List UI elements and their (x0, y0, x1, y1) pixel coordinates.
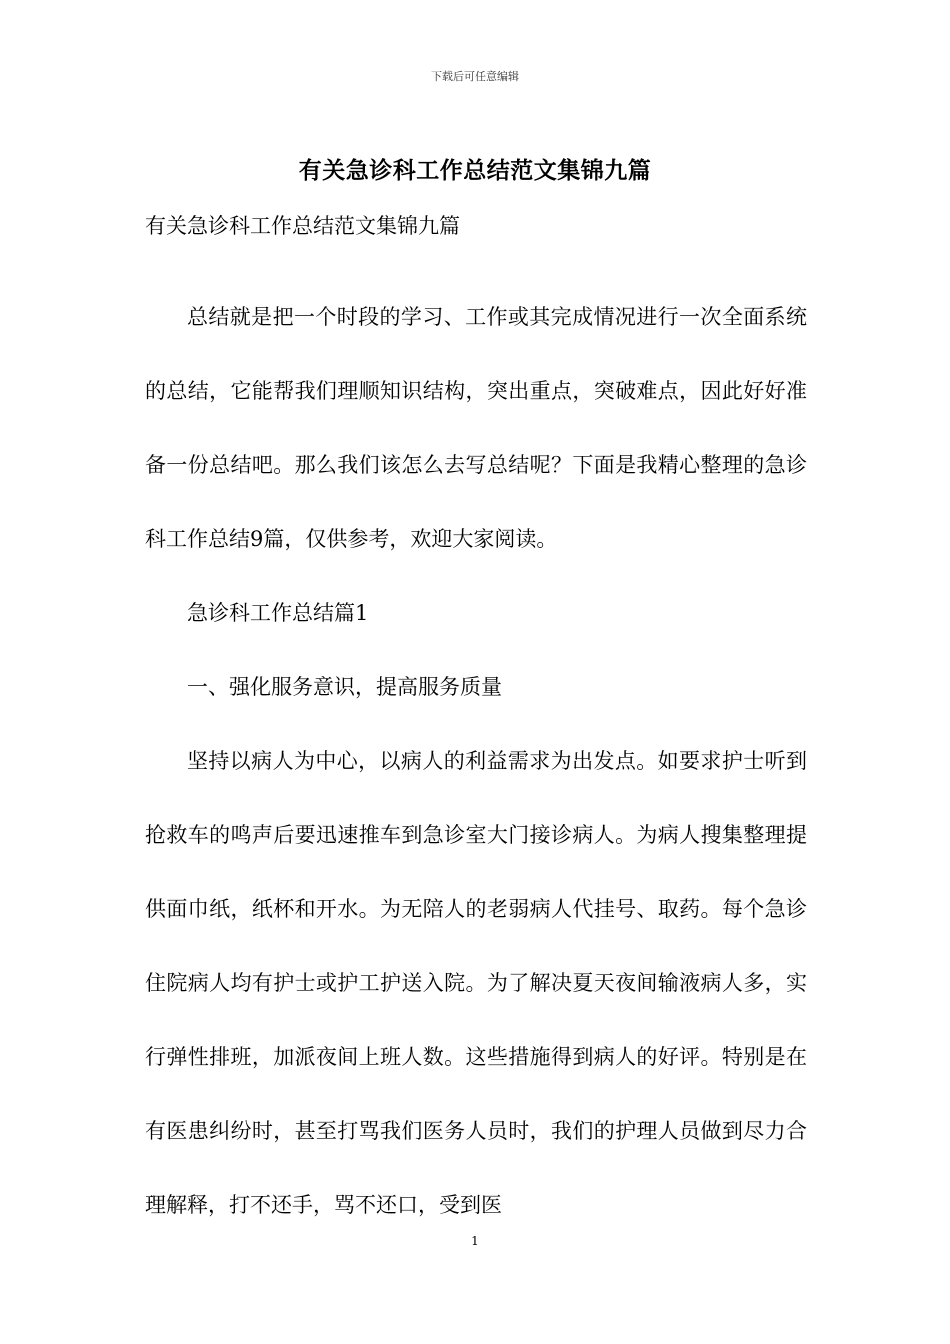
page-number: 1 (471, 1234, 479, 1248)
document-title: 有关急诊科工作总结范文集锦九篇 (298, 157, 652, 184)
document-body (145, 280, 807, 1242)
subsection-heading: 一、强化服务意识，提高服务质量 (187, 675, 502, 699)
document-subtitle: 有关急诊科工作总结范文集锦九篇 (145, 214, 460, 238)
header-note: 下载后可任意编辑 (431, 70, 519, 83)
intro-paragraph: 总结就是把一个时段的学习、工作或其完成情况进行一次全面系统的总结，它能帮我们理顺知识结构，突出重点，突破难点，因此好好准备一份总结吧。那么我们该怎么去写总结呢？下面是我精心整理的急诊科工作总结9篇，仅供参考，欢迎大家阅读。 (145, 305, 807, 551)
body-paragraph: 坚持以病人为中心，以病人的利益需求为出发点。如要求护士听到抢救车的鸣声后要迅速推车到急诊室大门接诊病人。为病人搜集整理提供面巾纸，纸杯和开水。为无陪人的老弱病人代挂号、取药。每个急诊住院病人均有护士或护工护送入院。为了解决夏天夜间输液病人多，实行弹性排班，加派夜间上班人数。这些措施得到病人的好评。特别是在有医患纠纷时，甚至打骂我们医务人员时，我们的护理人员做到尽力合理解释，打不还手，骂不还口，受到医 (145, 749, 807, 1217)
section-heading: 急诊科工作总结篇1 (187, 601, 369, 625)
